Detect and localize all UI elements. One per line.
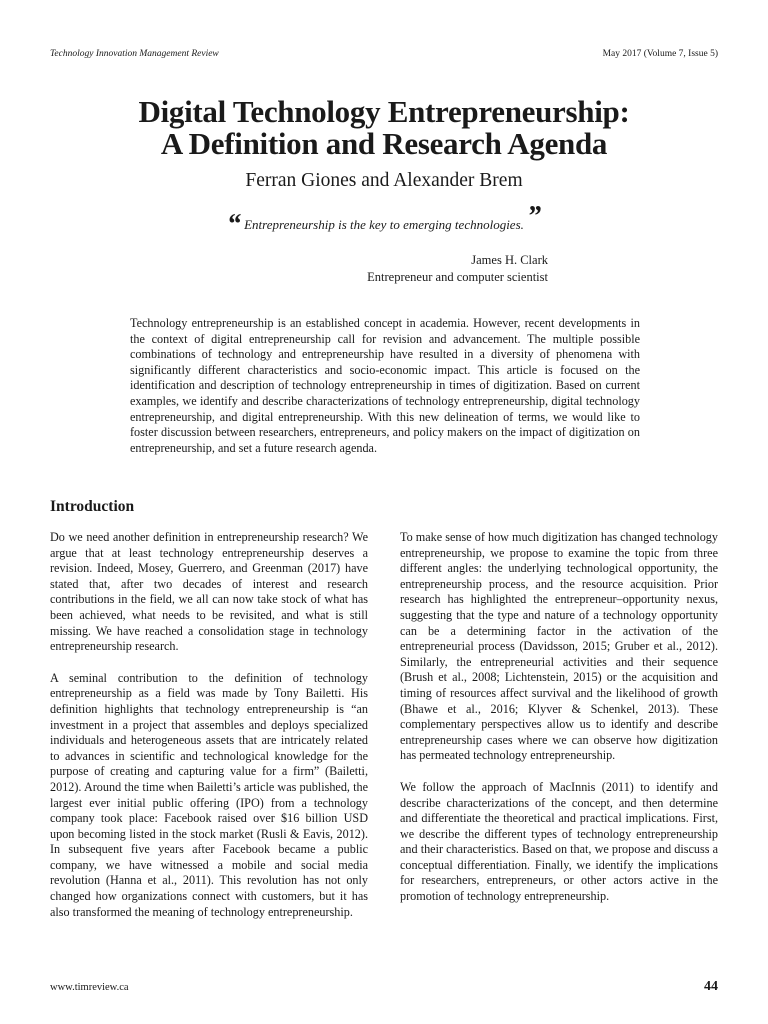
footer-url: www.timreview.ca [50,982,129,993]
page-footer [50,979,718,995]
abstract: Technology entrepreneurship is an established concept in academia. However, recent developments in the context of digital entrepreneurship call for revision and advancement. The multiple possible combinations of technology and entrepreneurship have resulted in a diversity of phenomena with significantly different characteristics and socio-economic impact. This article is focused on the identification and description of technology entrepreneurship in times of digitization. Based on current examples, we identify and describe characterizations of technology entrepreneurship, digital technology entrepreneurship, and digital entrepreneurship. With this new delineation of terms, we would like to foster discussion between researchers, entrepreneurs, and policy makers on the impact of digitization on entrepreneurship, and set a future research agenda. [130,316,640,455]
attribution-role: Entrepreneur and computer scientist [367,270,548,284]
body-paragraph: To make sense of how much digitization has changed technology entrepreneurship, we propose to examine the topic from three different angles: the underlying technological opportunity, the entrepreneurship process, and the resource acquisition. Prior research has highlighted the entrepreneur–opportunity nexus, suggesting that the type and nature of a technology opportunity can be a determining factor in the activation of the entrepreneurial process (Davidsson, 2015; Gruber et al., 2012). Similarly, the entrepreneurial activities and their sequence (Brush et al., 2008; Lichtenstein, 2015) or the acquisition and timing of resources affect survival and the likelihood of growth (Bhawe et al., 2016; Klyver & Schenkel, 2013). These complementary perspectives allow us to identify and describe entrepreneurship cases where we can observe how digitization has permeated technology entrepreneurship. [400,530,718,763]
right-column [400,530,718,921]
section-heading: Introduction [50,498,135,515]
article-authors: Ferran Giones and Alexander Brem [245,170,523,191]
issue-info: May 2017 (Volume 7, Issue 5) [602,49,718,59]
page-number: 44 [704,979,718,994]
body-paragraph: Do we need another definition in entrepreneurship research? We argue that at least technology entrepreneurship deserves a revision. Indeed, Mosey, Guerrero, and Greenman (2017) have stated that, after two decades of interest and research contributions in the field, we all can now take stock of what has been achieved, what needs to be revisited, and what is still missing. We have reached a consolidation stage in technology entrepreneurship research. [50,530,368,654]
journal-name: Technology Innovation Management Review [50,49,219,59]
epigraph-attribution [367,252,548,286]
epigraph-text: Entrepreneurship is the key to emerging technologies. [244,217,524,232]
body-paragraph: A seminal contribution to the definition of technology entrepreneurship as a field was made by Tony Bailetti. His definition highlights that technology entrepreneurship is “an investment in a project that assembles and deploys specialized individuals and heterogeneous assets that are intricately related to advances in scientific and technological knowledge for the purpose of creating and capturing value for a firm” (Bailetti, 2012). Around the time when Bailetti’s article was published, the largest ever initial public offering (IPO) from a technology company took place: Facebook raised over $16 billion USD upon becoming listed in the stock market (Rusli & Eavis, 2012). In subsequent five years after Facebook became a public company, we have witnessed a mobile and social media revolution (Hanna et al., 2011). This revolution has not only changed how organizations connect with customers, but it has also transformed the meaning of technology entrepreneurship. [50,670,368,919]
title-line-2: A Definition and Research Agenda [160,126,608,161]
attribution-name: James H. Clark [471,253,548,267]
body-paragraph: We follow the approach of MacInnis (2011) to identify and describe characterizations of the concept, and then determine and differentiate the theoretical and practical implications. First, we describe the different types of technology entrepreneurship and their characteristics. Based on that, we propose and discuss a conceptual differentiation. Finally, we identify the implications for researchers, entrepreneurs, or other actors active in the promotion of technology entrepreneurship. [400,779,718,904]
open-quote-mark: “ [226,209,241,240]
title-line-1: Digital Technology Entrepreneurship: [138,94,630,129]
close-quote-mark: ” [527,201,542,232]
article-title [0,96,768,160]
running-header [50,49,718,59]
epigraph-quote [0,201,768,240]
left-column [50,530,368,936]
